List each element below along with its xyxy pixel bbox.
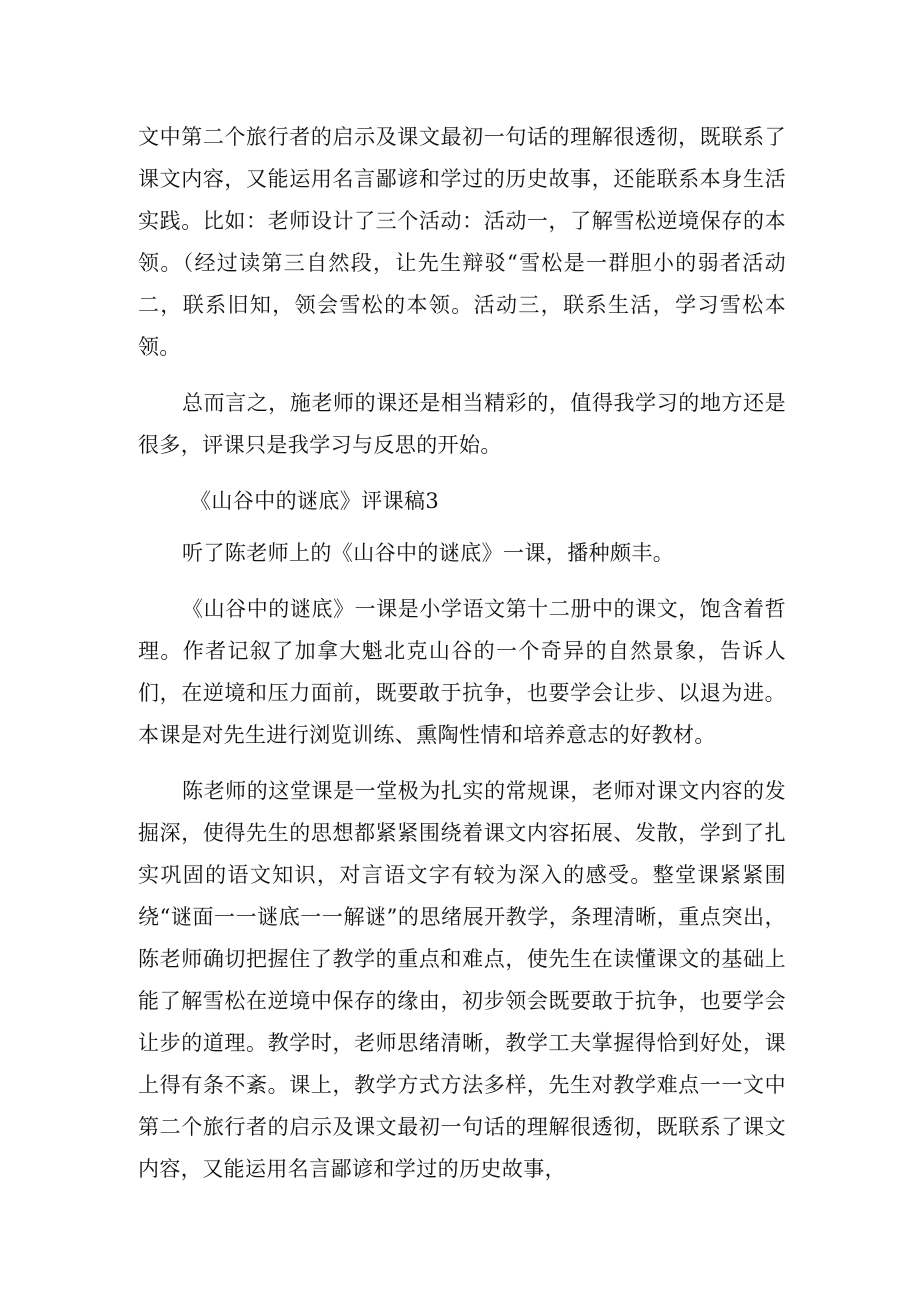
paragraph-conclusion: 总而言之，施老师的课还是相当精彩的，值得我学习的地方还是很多，评课只是我学习与反思的开始。 — [138, 391, 786, 457]
paragraph-lesson-summary: 《山谷中的谜底》一课是小学语文第十二册中的课文，饱含着哲理。作者记叙了加拿大魁北克山谷的一个奇异的自然景象，告诉人们，在逆境和压力面前，既要敢于抗争，也要学会让步、以退为进。本课是对先生进行浏览训练、熏陶性情和培养意志的好教材。 — [138, 597, 786, 747]
paragraph-continuation: 文中第二个旅行者的启示及课文最初一句话的理解很透彻，既联系了课文内容，又能运用名言鄙谚和学过的历史故事，还能联系本身生活实践。比如：老师设计了三个活动：活动一，了解雪松逆境保存的本领。（经过读第三自然段，让先生辩驳“雪松是一群胆小的弱者活动二，联系旧知，领会雪松的本领。活动三，联系生活，学习雪松本领。 — [138, 125, 786, 359]
paragraph-intro: 听了陈老师上的《山谷中的谜底》一课，播种颇丰。 — [182, 541, 675, 565]
section-title: 《山谷中的谜底》评课稿3 — [190, 489, 440, 513]
paragraph-evaluation: 陈老师的这堂课是一堂极为扎实的常规课，老师对课文内容的发掘深，使得先生的思想都紧紧围绕着课文内容拓展、发散，学到了扎实巩固的语文知识，对言语文字有较为深入的感受。整堂课紧紧围绕“谜面一一谜底一一解谜”的思绪展开教学，条理清晰，重点突出，陈老师确切把握住了教学的重点和难点，使先生在读懂课文的基础上能了解雪松在逆境中保存的缘由，初步领会既要敢于抗争，也要学会让步的道理。教学时，老师思绪清晰，教学工夫掌握得恰到好处，课上得有条不紊。课上，教学方式方法多样，先生对教学难点一一文中第二个旅行者的启示及课文最初一句话的理解很透彻，既联系了课文内容，又能运用名言鄙谚和学过的历史故事， — [138, 779, 786, 1181]
document-body — [138, 116, 786, 1204]
